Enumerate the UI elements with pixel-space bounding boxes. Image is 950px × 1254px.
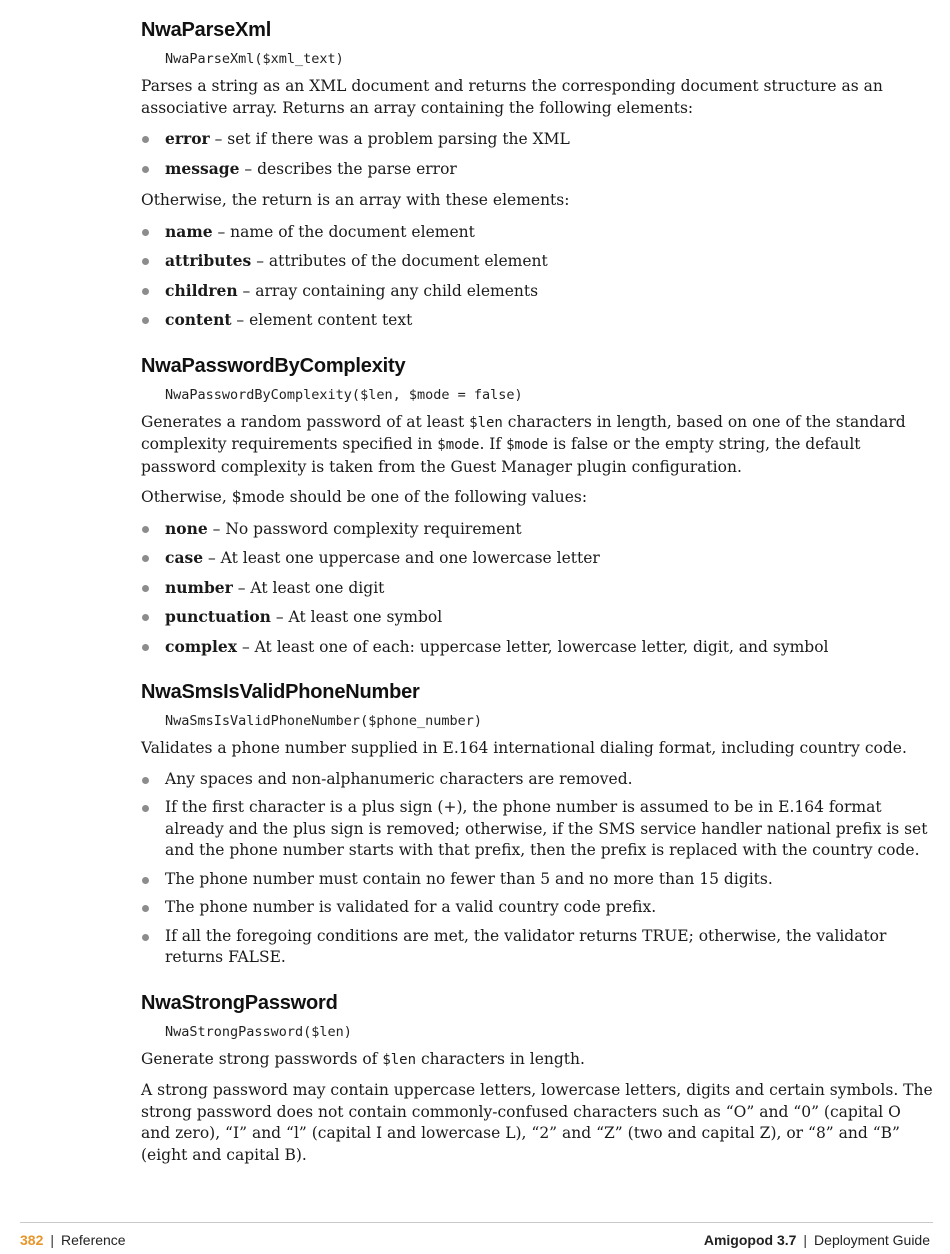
list-item: The phone number must contain no fewer than 5 and no more than 15 digits. — [141, 869, 933, 891]
footer-guide: Deployment Guide — [814, 1232, 930, 1248]
list-item: attributes – attributes of the document element — [141, 250, 933, 273]
section-nwasmsisvalidphonenumber — [141, 678, 933, 969]
paragraph: Otherwise, $mode should be one of the following values: — [141, 488, 588, 506]
bullet-list-modes — [141, 518, 933, 659]
footer-left — [20, 1232, 126, 1248]
footer-right — [704, 1232, 930, 1248]
description: Validates a phone number supplied in E.164 international dialing format, including country code. — [141, 739, 907, 757]
list-item: complex – At least one of each: uppercase letter, lowercase letter, digit, and symbol — [141, 636, 933, 659]
description: Parses a string as an XML document and returns the corresponding document structure as an associative array. Returns an array containing the following elements: — [141, 77, 883, 117]
function-signature: NwaParseXml($xml_text) — [165, 51, 344, 67]
list-item: children – array containing any child elements — [141, 280, 933, 303]
list-item: case – At least one uppercase and one lowercase letter — [141, 547, 933, 570]
page-number: 382 — [20, 1232, 44, 1248]
section-nwastrongpassword — [141, 989, 933, 1167]
function-signature: NwaPasswordByComplexity($len, $mode = false) — [165, 386, 523, 403]
list-item: If the first character is a plus sign (+), the phone number is assumed to be in E.164 format already and the plus sign is removed; otherwise, if the SMS service handler national prefix is set and the phone number starts with that prefix, then the prefix is replaced with the country code. — [141, 797, 933, 862]
list-item: message – describes the parse error — [141, 158, 933, 181]
description: Generate strong passwords of $len characters in length. — [141, 1049, 585, 1068]
footer-product: Amigopod 3.7 — [703, 1232, 797, 1248]
list-item: The phone number is validated for a valid country code prefix. — [141, 897, 933, 919]
list-item: content – element content text — [141, 309, 933, 332]
list-item: Any spaces and non-alphanumeric characters are removed. — [141, 769, 933, 791]
list-item: punctuation – At least one symbol — [141, 606, 933, 629]
paragraph: Otherwise, the return is an array with these elements: — [141, 191, 570, 209]
list-item: number – At least one digit — [141, 577, 933, 600]
page-content — [141, 16, 933, 1186]
section-nwapasswordbycomplexity — [141, 352, 933, 659]
list-item: If all the foregoing conditions are met, the validator returns TRUE; otherwise, the validator returns FALSE. — [141, 926, 933, 969]
footer-separator: | — [50, 1232, 54, 1248]
function-signature: NwaSmsIsValidPhoneNumber($phone_number) — [165, 713, 482, 729]
bullet-list-rules — [141, 769, 933, 969]
bullet-list-errors — [141, 128, 933, 180]
list-item: name – name of the document element — [141, 221, 933, 244]
function-signature: NwaStrongPassword($len) — [165, 1023, 352, 1040]
paragraph: A strong password may contain uppercase letters, lowercase letters, digits and certain symbols. The strong password does not contain commonly-confused characters such as “O” and “0” (capital O and zero), “I” and “l” (capital I and lowercase L), “2” and “Z” (two and capital Z), or “8” and “B” (eight and capital B). — [141, 1081, 933, 1164]
bullet-list-elements — [141, 221, 933, 332]
footer-section: Reference — [61, 1232, 126, 1248]
footer-divider — [20, 1222, 933, 1223]
list-item: none – No password complexity requirement — [141, 518, 933, 541]
section-title: NwaStrongPassword — [141, 991, 338, 1014]
footer-separator: | — [803, 1232, 808, 1248]
description: Generates a random password of at least $len characters in length, based on one of the standard complexity requirements specified in $mode. If $mode is false or the empty string, the default password complexity is taken from the Guest Manager plugin configuration. — [141, 412, 906, 476]
section-title: NwaParseXml — [141, 19, 272, 41]
section-nwaparsexml — [141, 16, 933, 332]
page-footer — [20, 1232, 930, 1252]
list-item: error – set if there was a problem parsing the XML — [141, 128, 933, 151]
section-title: NwaPasswordByComplexity — [141, 354, 406, 377]
section-title: NwaSmsIsValidPhoneNumber — [141, 681, 420, 703]
